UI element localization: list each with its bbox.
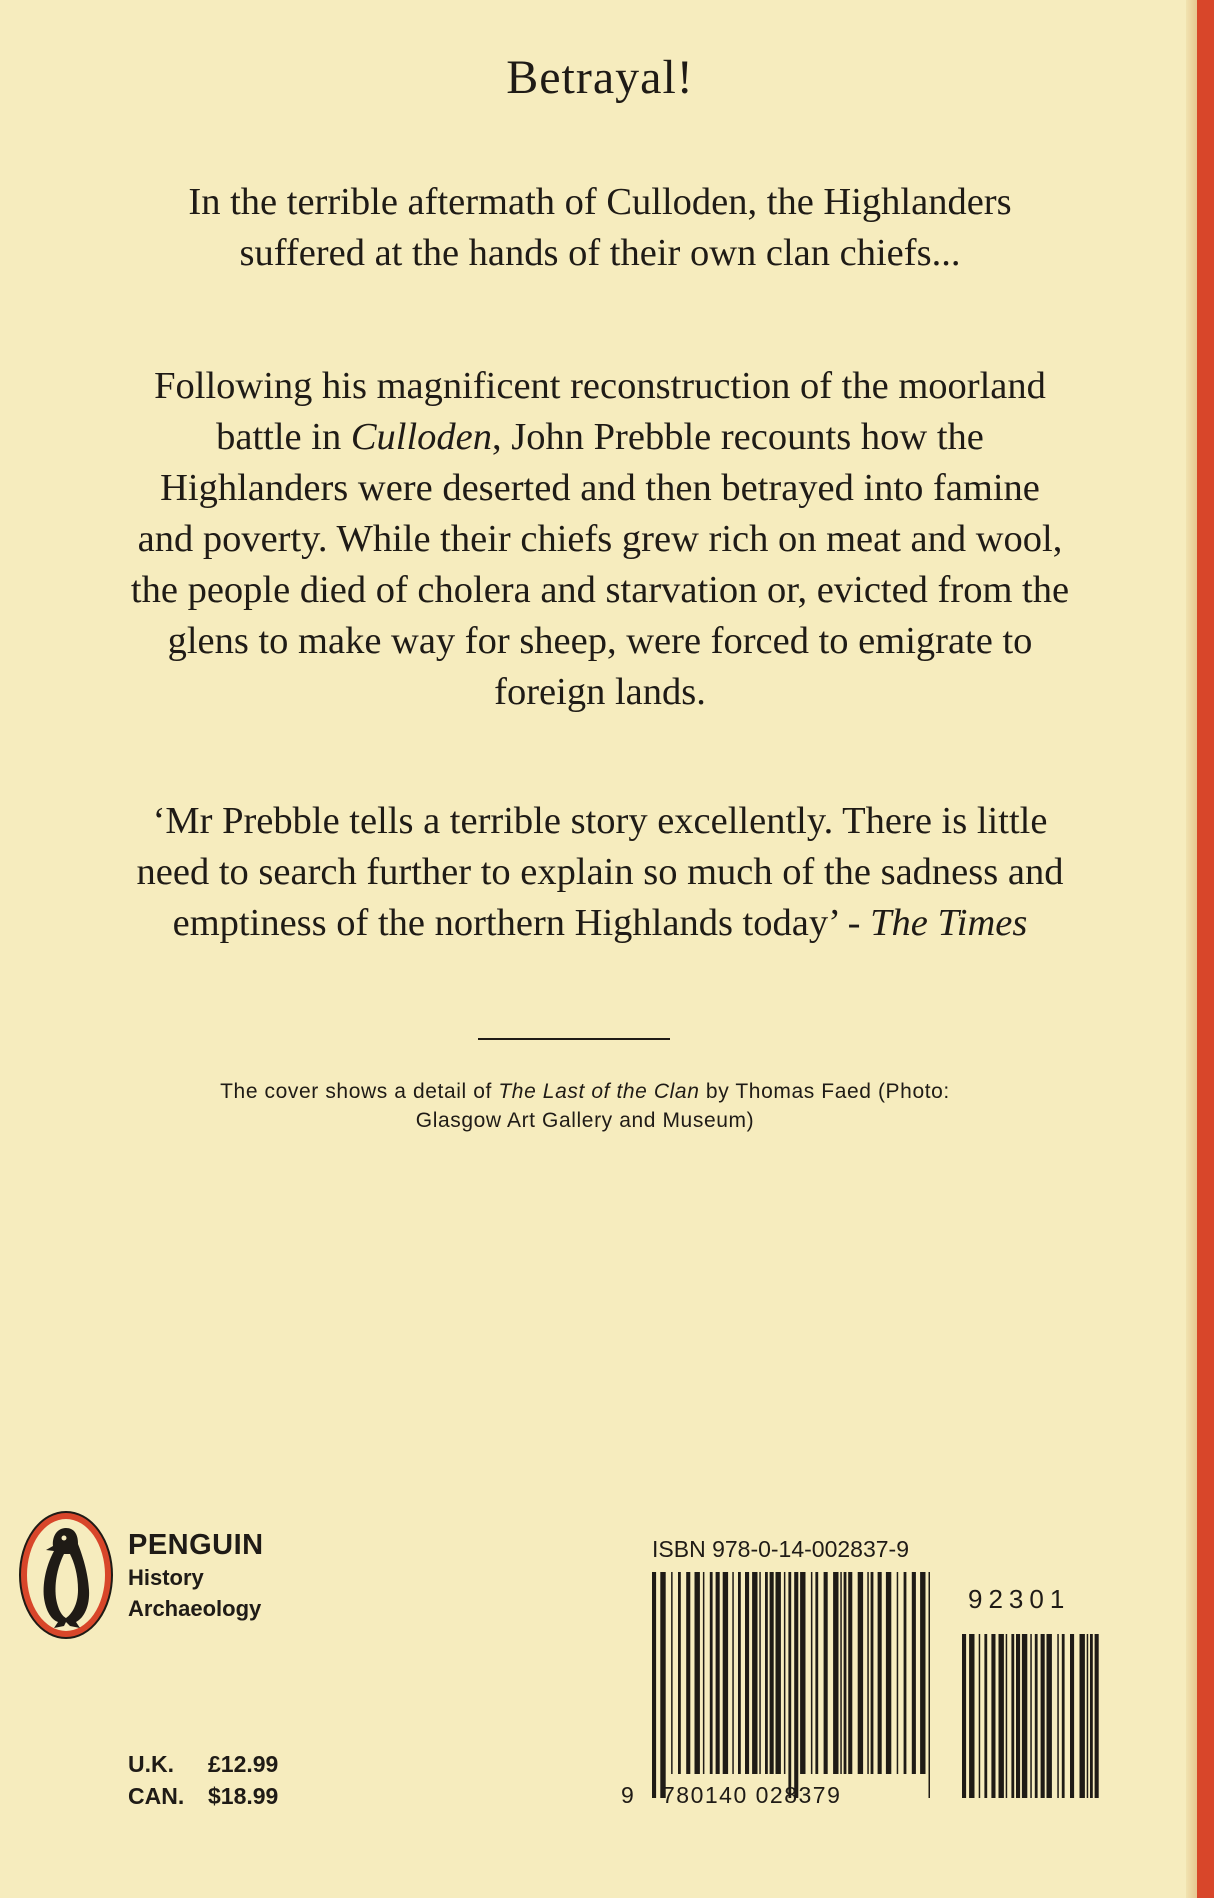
credit-prefix: The cover shows a detail of: [220, 1080, 499, 1103]
book-title-culloden: Culloden: [350, 416, 493, 458]
barcode-bar: [745, 1572, 749, 1774]
barcode-first-digit: 9: [621, 1782, 636, 1808]
barcode-bar: [1016, 1634, 1020, 1798]
barcode-bar: [1047, 1634, 1052, 1798]
barcode-bar: [770, 1572, 774, 1774]
barcode-bar: [660, 1572, 665, 1798]
barcode-bar: [904, 1572, 907, 1774]
barcode-bar: [984, 1634, 987, 1798]
price-amount: $18.99: [208, 1783, 279, 1809]
price-list: [128, 1748, 278, 1812]
barcode-bar: [844, 1572, 847, 1774]
barcode-bar: [1062, 1634, 1065, 1798]
barcode-digits: 780140 028379: [662, 1782, 842, 1808]
publisher-block: [128, 1528, 264, 1624]
barcode-bar: [678, 1572, 681, 1774]
barcode-bar: [999, 1634, 1004, 1798]
barcode-bar: [840, 1572, 842, 1774]
barcode-bar: [1030, 1634, 1032, 1798]
barcode-bar: [794, 1572, 798, 1798]
barcode-bar: [723, 1572, 728, 1774]
barcode-bar: [784, 1572, 786, 1774]
barcode-bar: [962, 1634, 966, 1798]
barcode-bar: [710, 1572, 713, 1774]
barcode-bar: [833, 1572, 838, 1774]
quote-text: ‘Mr Prebble tells a terrible story excellently. There is little need to search further to explain so much of the sadness and emptiness of the northern Highlands today’: [136, 800, 1064, 944]
barcode-bar: [920, 1572, 925, 1774]
price-region: CAN.: [128, 1783, 185, 1809]
barcode-bar: [1035, 1634, 1038, 1798]
barcode-bar: [824, 1572, 828, 1774]
spine-red-stripe: [1197, 0, 1214, 1898]
barcode-bar: [1087, 1634, 1089, 1798]
barcode-bar: [991, 1634, 995, 1798]
barcode-bar: [716, 1572, 720, 1774]
price-row: [128, 1748, 278, 1780]
description-text-2: , John Prebble recounts how the Highlanders were deserted and then betrayed into famine and poverty. While their chiefs grew rich on meat and wool, the people died of cholera and starvation or, evicted from the glens to make way for sheep, were forced to emigrate to foreign lands.: [130, 416, 1070, 713]
barcode-bar: [811, 1572, 813, 1774]
barcode-bar: [759, 1572, 761, 1774]
barcode-bar: [800, 1572, 805, 1774]
barcode-bar: [671, 1572, 673, 1774]
barcode-bar: [1090, 1634, 1093, 1798]
penguin-logo-icon: [18, 1510, 114, 1640]
divider-rule: [478, 1038, 670, 1040]
barcode-bar: [695, 1572, 700, 1774]
category-history: History: [128, 1565, 204, 1590]
description-text-1: Following his magnificent reconstruction of the moorland battle in: [154, 365, 1046, 458]
barcode-bar: [732, 1572, 734, 1774]
description-paragraph: [130, 361, 1070, 718]
barcode-bar: [1022, 1634, 1027, 1798]
quote-separator: -: [838, 902, 871, 944]
isbn-label: ISBN 978-0-14-002837-9: [652, 1536, 909, 1562]
barcode-bar: [969, 1634, 974, 1798]
category-archaeology: Archaeology: [128, 1596, 262, 1621]
barcode-bar: [1006, 1634, 1008, 1798]
barcode-bar: [703, 1572, 705, 1774]
barcode-bar: [752, 1572, 757, 1774]
barcode-bar: [1057, 1634, 1059, 1798]
cover-credit: [200, 1077, 970, 1135]
quote-source: The Times: [870, 902, 1028, 944]
barcode-bar: [788, 1572, 791, 1798]
barcode-bar: [897, 1572, 899, 1774]
intro-paragraph: In the terrible aftermath of Culloden, the Highlanders suffered at the hands of their own clan chiefs...: [188, 181, 1012, 274]
barcode-bar: [1011, 1634, 1014, 1798]
barcode-bar: [912, 1572, 916, 1774]
headline: Betrayal!: [506, 51, 694, 104]
review-quote: [130, 796, 1070, 949]
barcode-bar: [858, 1572, 863, 1774]
barcode-bar: [776, 1572, 781, 1774]
price-amount: £12.99: [208, 1751, 279, 1777]
price-region: U.K.: [128, 1751, 174, 1777]
barcode-bar: [886, 1572, 891, 1774]
barcode-bar: [815, 1572, 818, 1774]
barcode-bar: [929, 1572, 931, 1798]
barcode-bar: [871, 1572, 874, 1774]
barcode-bar: [848, 1572, 852, 1774]
barcode-bar: [1095, 1634, 1099, 1798]
barcode-bar: [878, 1572, 882, 1774]
barcode-bar: [652, 1572, 656, 1798]
spine-edge: [1186, 0, 1197, 1898]
artwork-title: The Last of the Clan: [498, 1080, 700, 1103]
barcode-bar: [1070, 1634, 1074, 1798]
addon-digits: 92301: [968, 1584, 1071, 1614]
barcode-bar: [738, 1572, 741, 1774]
credit-suffix: by Thomas Faed (Photo: Glasgow Art Gallery and Museum): [415, 1080, 950, 1132]
barcode-bar: [1041, 1634, 1045, 1798]
barcode-bar: [686, 1572, 690, 1774]
addon-barcode: [958, 1584, 1100, 1800]
price-row: [128, 1780, 278, 1812]
barcode-bar: [867, 1572, 869, 1774]
publisher-name: PENGUIN: [128, 1529, 264, 1561]
barcode-bar: [1080, 1634, 1085, 1798]
barcode-bar: [765, 1572, 768, 1774]
barcode-bar: [979, 1634, 981, 1798]
ean-barcode: [620, 1570, 940, 1800]
